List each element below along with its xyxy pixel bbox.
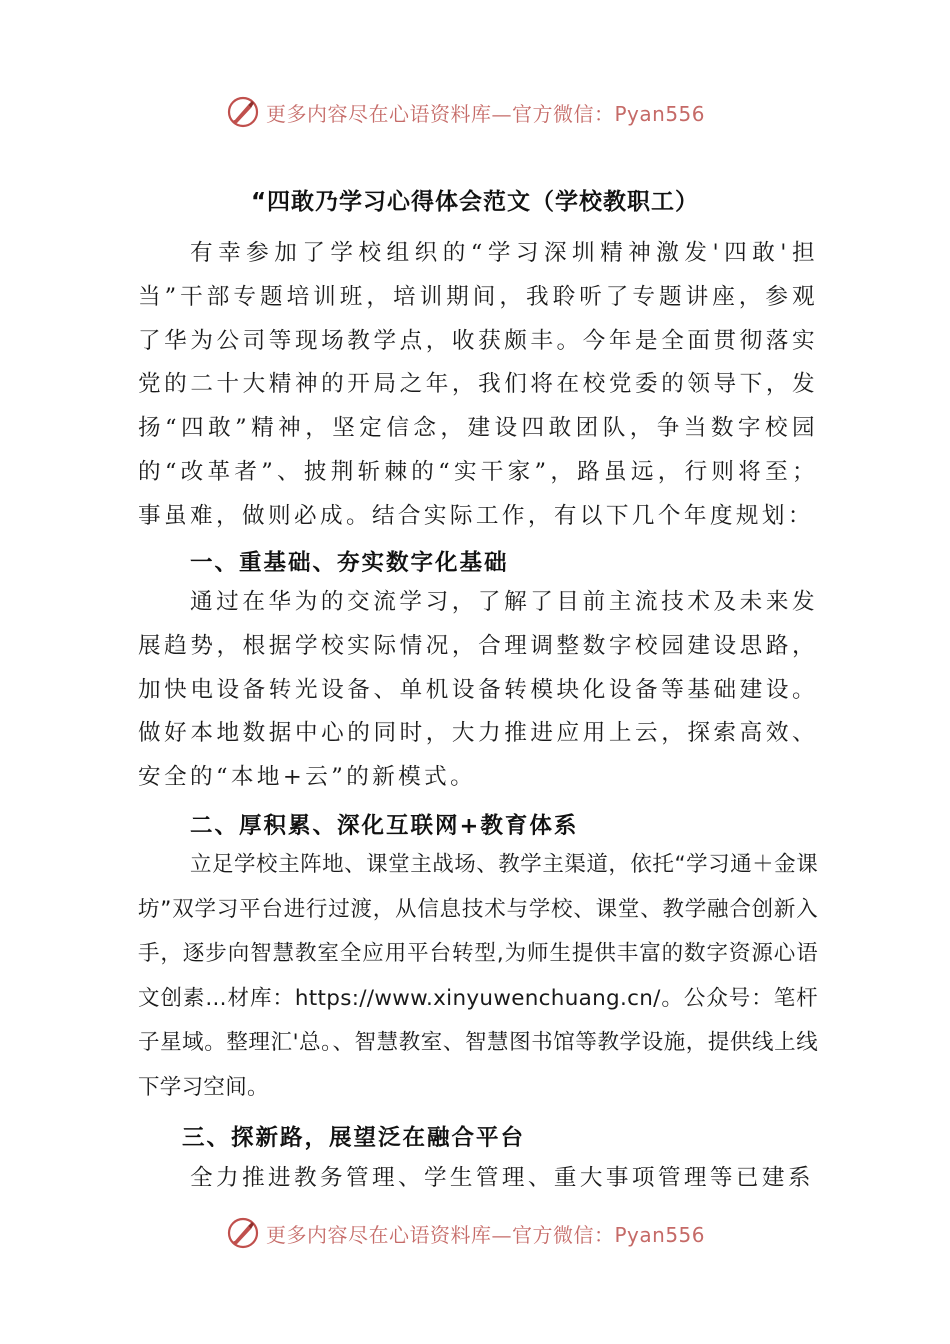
section-2-paragraph: 立足学校主阵地、课堂主战场、教学主渠道，依托“学习通＋金课坊”双学习平台进行过渡，从信息技术与学校、课堂、教学融合创新入手，逐步向智慧教室全应用平台转型,为师生提供丰富的数字资源心语文创素...材库：https://www.xinyuwenchuang.cn/。公众号：笔杆子星域。整理汇'总。、智慧教室、智慧图书馆等教学设施，提供线上线下学习空间。 — [138, 852, 818, 1100]
banner-text: 更多内容尽在心语资料库—官方微信：Pyan556 — [266, 1222, 706, 1247]
section-2-heading: 二、厚积累、深化互联网+教育体系 — [190, 813, 579, 839]
brush-logo-icon — [226, 1216, 260, 1250]
section-3-heading: 三、探新路，展望泛在融合平台 — [182, 1125, 526, 1151]
intro-paragraph: 有幸参加了学校组织的“学习深圳精神激发'四敢'担当”干部专题培训班，培训期间，我聆听了专题讲座，参观了华为公司等现场教学点，收获颇丰。今年是全面贯彻落实党的二十大精神的开局之年，我们将在校党委的领导下，发扬“四敢”精神，坚定信念，建设四敢团队，争当数字校园的“改革者”、披荆斩棘的“实干家”，路虽远，行则将至；事虽难，做则必成。结合实际工作，有以下几个年度规划： — [138, 240, 818, 529]
brush-logo-icon — [226, 95, 260, 129]
header-banner — [226, 92, 705, 132]
document-title: “四敢乃学习心得体会范文（学校教职工） — [250, 189, 700, 215]
section-1-paragraph: 通过在华为的交流学习，了解了目前主流技术及未来发展趋势，根据学校实际情况，合理调整数字校园建设思路，加快电设备转光设备、单机设备转模块化设备等基础建设。做好本地数据中心的同时，大力推进应用上云，探索高效、安全的“本地+云”的新模式。 — [138, 589, 818, 791]
section-1-heading: 一、重基础、夯实数字化基础 — [190, 550, 509, 576]
section-3-paragraph: 全力推进教务管理、学生管理、重大事项管理等已建系 — [190, 1165, 814, 1191]
banner-text: 更多内容尽在心语资料库—官方微信：Pyan556 — [266, 101, 706, 126]
footer-banner — [226, 1213, 705, 1253]
